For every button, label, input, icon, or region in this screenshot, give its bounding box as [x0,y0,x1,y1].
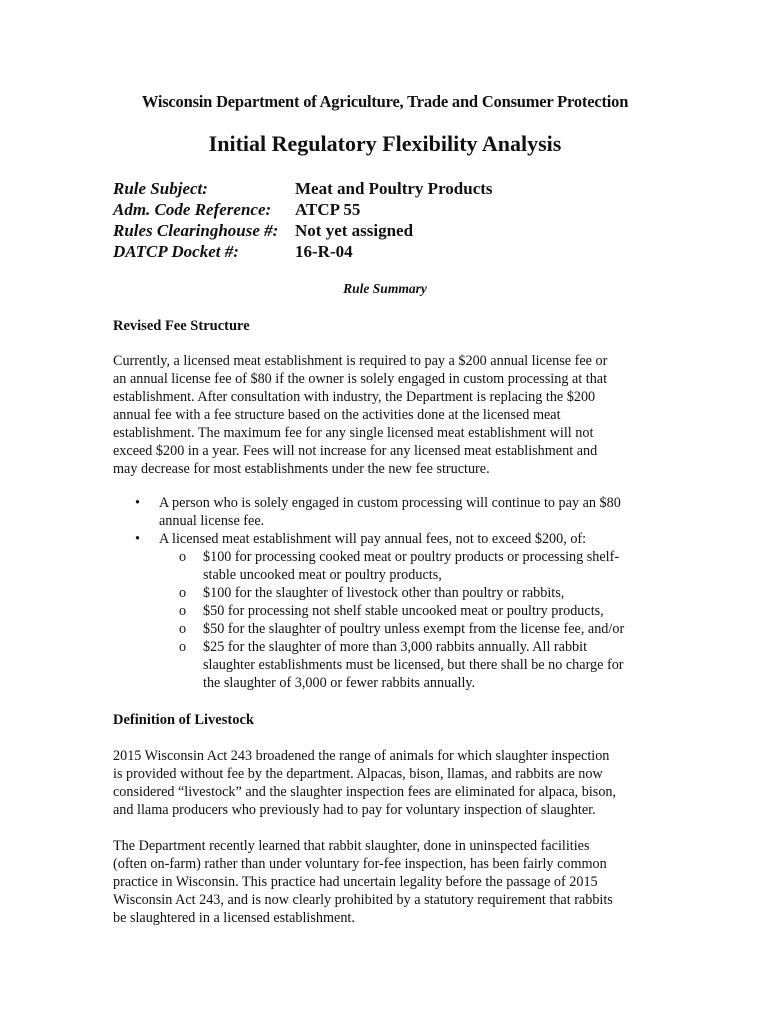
fee-structure-paragraph [113,352,648,478]
text-line: annual license fee. [159,513,265,529]
fee-bullet-list [113,494,673,692]
livestock-paragraph-2 [113,837,648,927]
text-line: annual fee with a fee structure based on the activities done at the licensed meat [113,407,561,423]
meta-row-clearinghouse [113,220,493,241]
sub-list-item [113,602,673,620]
sub-bullet-marker: o [179,549,187,565]
text-line: practice in Wisconsin. This practice had uncertain legality before the passage of 2015 [113,874,598,890]
livestock-definition-heading: Definition of Livestock [113,712,254,728]
meta-label: Rules Clearinghouse #: [113,221,279,240]
text-line: A licensed meat establishment will pay annual fees, not to exceed $200, of: [159,531,587,547]
meta-value: Not yet assigned [295,221,414,240]
text-line: (often on-farm) rather than under voluntary for-fee inspection, has been fairly common [113,856,607,872]
text-line: is provided without fee by the department. Alpacas, bison, llamas, and rabbits are now [113,766,603,782]
sub-list-item [113,584,673,602]
text-line: an annual license fee of $80 if the owner is solely engaged in custom processing at that [113,371,608,387]
list-item [113,530,673,692]
meta-value: ATCP 55 [295,200,361,219]
text-line: be slaughtered in a licensed establishment. [113,910,355,926]
meta-row-rule-subject [113,178,493,199]
livestock-paragraph-1 [113,747,648,819]
meta-value: 16-R-04 [295,242,353,261]
list-item [113,494,673,530]
text-line: establishment. The maximum fee for any single licensed meat establishment will not [113,425,594,441]
text-line: considered “livestock” and the slaughter inspection fees are eliminated for alpaca, bison, [113,784,617,800]
meta-label: Rule Subject: [113,179,208,198]
agency-name: Wisconsin Department of Agriculture, Trade and Consumer Protection [141,92,629,111]
fee-sub-list [159,548,673,692]
text-line: slaughter establishments must be licensed, but there shall be no charge for [203,657,624,673]
sub-bullet-marker: o [179,621,187,637]
text-line: $100 for the slaughter of livestock other than poultry or rabbits, [203,585,565,601]
text-line: 2015 Wisconsin Act 243 broadened the range of animals for which slaughter inspection [113,748,610,764]
text-line: establishment. After consultation with industry, the Department is replacing the $200 [113,389,596,405]
text-line: $100 for processing cooked meat or poultry products or processing shelf- [203,549,620,565]
text-line: exceed $200 in a year. Fees will not increase for any licensed meat establishment and [113,443,598,459]
fee-structure-heading: Revised Fee Structure [113,318,250,334]
text-line: $25 for the slaughter of more than 3,000 rabbits annually. All rabbit [203,639,588,655]
text-line: Wisconsin Act 243, and is now clearly prohibited by a statutory requirement that rabbits [113,892,613,908]
rule-summary-heading: Rule Summary [343,281,427,296]
document-title: Initial Regulatory Flexibility Analysis [208,131,562,156]
text-line: The Department recently learned that rabbit slaughter, done in uninspected facilities [113,838,590,854]
text-line: stable uncooked meat or poultry products, [203,567,442,583]
text-line: Currently, a licensed meat establishment is required to pay a $200 annual license fee or [113,353,608,369]
bullet-marker: • [135,495,140,511]
meta-row-code-reference [113,199,493,220]
meta-label: Adm. Code Reference: [113,200,272,219]
bullet-marker: • [135,531,140,547]
sub-bullet-marker: o [179,585,187,601]
text-line: $50 for processing not shelf stable uncooked meat or poultry products, [203,603,604,619]
rule-metadata [113,178,493,262]
sub-bullet-marker: o [179,639,187,655]
meta-row-docket [113,241,493,262]
sub-list-item [113,620,673,638]
text-line: may decrease for most establishments under the new fee structure. [113,461,490,477]
text-line: A person who is solely engaged in custom processing will continue to pay an $80 [159,495,621,511]
text-line: $50 for the slaughter of poultry unless exempt from the license fee, and/or [203,621,625,637]
meta-label: DATCP Docket #: [113,242,239,261]
text-line: the slaughter of 3,000 or fewer rabbits annually. [203,675,476,691]
sub-list-item [113,638,673,692]
text-line: and llama producers who previously had to pay for voluntary inspection of slaughter. [113,802,596,818]
meta-value: Meat and Poultry Products [295,179,493,198]
sub-bullet-marker: o [179,603,187,619]
sub-list-item [113,548,673,584]
